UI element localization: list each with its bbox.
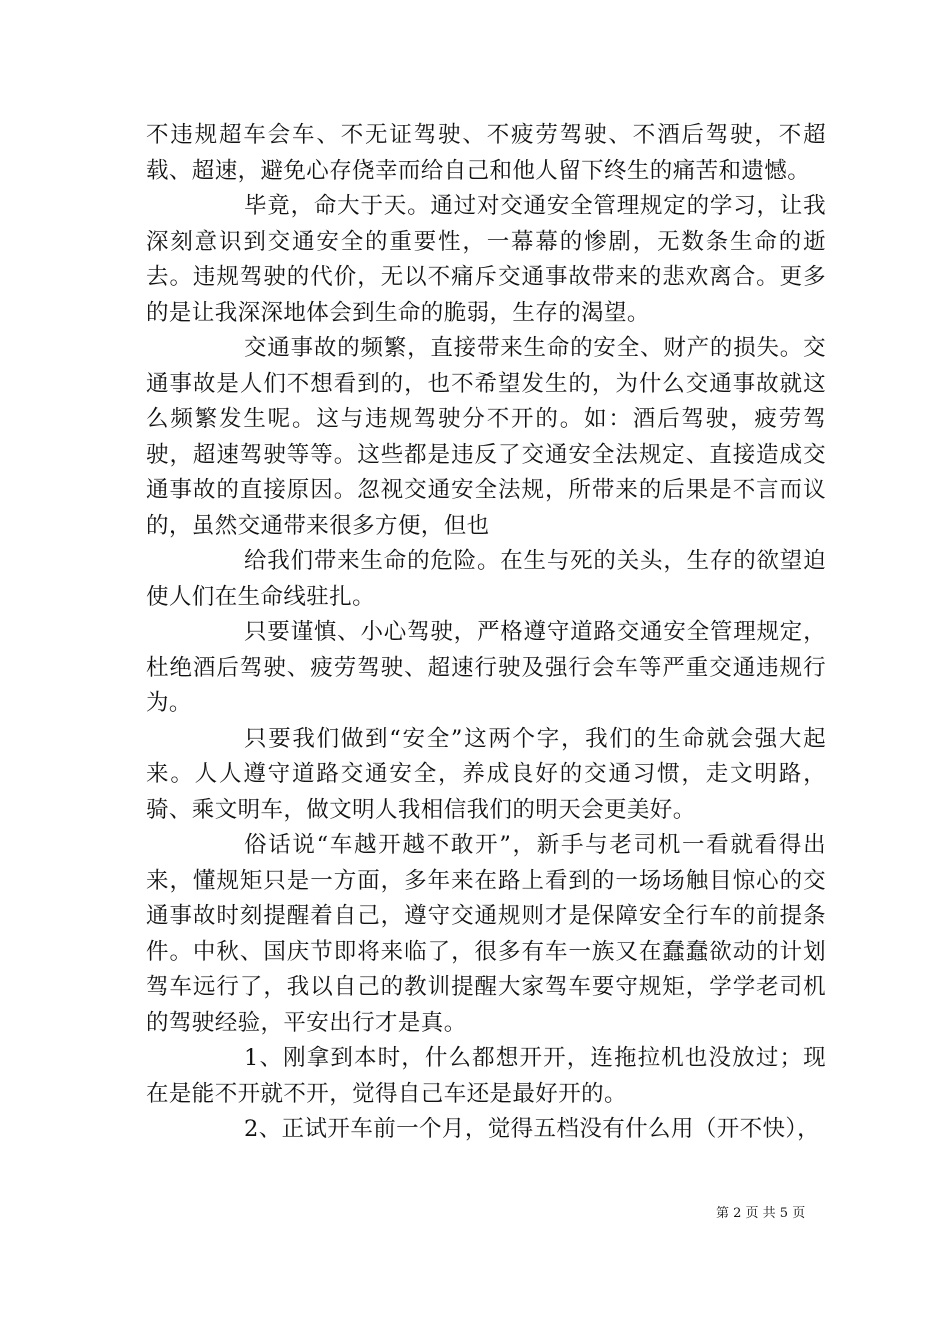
list-item-1: 1、刚拿到本时，什么都想开开，连拖拉机也没放过；现在是能不开就不开，觉得自己车还是最好开的。 (146, 1045, 826, 1107)
page-number: 第 2 页 共 5 页 (716, 1206, 806, 1221)
document-body (146, 118, 826, 1148)
paragraph-3: 交通事故的频繁，直接带来生命的安全、财产的损失。交通事故是人们不想看到的，也不希望发生的，为什么交通事故就这么频繁发生呢。这与违规驾驶分不开的。如：酒后驾驶，疲劳驾驶，超速驾驶等等。这些都是违反了交通安全法规定、直接造成交通事故的直接原因。忽视交通安全法规，所带来的后果是不言而议的，虽然交通带来很多方便，但也 (146, 335, 826, 539)
paragraph-2: 毕竟，命大于天。通过对交通安全管理规定的学习，让我深刻意识到交通安全的重要性，一幕幕的惨剧，无数条生命的逝去。违规驾驶的代价，无以不痛斥交通事故带来的悲欢离合。更多的是让我深深地体会到生命的脆弱，生存的渴望。 (146, 193, 826, 326)
paragraph-7: 俗话说“车越开越不敢开”，新手与老司机一看就看得出来，懂规矩只是一方面，多年来在路上看到的一场场触目惊心的交通事故时刻提醒着自己，遵守交通规则才是保障安全行车的前提条件。中秋、国庆节即将来临了，很多有车一族又在蠢蠢欲动的计划驾车远行了，我以自己的教训提醒大家驾车要守规矩，学学老司机的驾驶经验，平安出行才是真。 (146, 832, 826, 1036)
paragraph-5: 只要谨慎、小心驾驶，严格遵守道路交通安全管理规定，杜绝酒后驾驶、疲劳驾驶、超速行驶及强行会车等严重交通违规行为。 (146, 619, 826, 716)
paragraph-6: 只要我们做到“安全”这两个字，我们的生命就会强大起来。人人遵守道路交通安全，养成良好的交通习惯，走文明路，骑、乘文明车，做文明人我相信我们的明天会更美好。 (146, 725, 826, 823)
paragraph-1: 不违规超车会车、不无证驾驶、不疲劳驾驶、不酒后驾驶，不超载、超速，避免心存侥幸而给自己和他人留下终生的痛苦和遗憾。 (146, 122, 826, 184)
list-item-2: 2、正试开车前一个月，觉得五档没有什么用（开不快）， (244, 1116, 820, 1142)
paragraph-4: 给我们带来生命的危险。在生与死的关头，生存的欲望迫使人们在生命线驻扎。 (146, 548, 826, 610)
